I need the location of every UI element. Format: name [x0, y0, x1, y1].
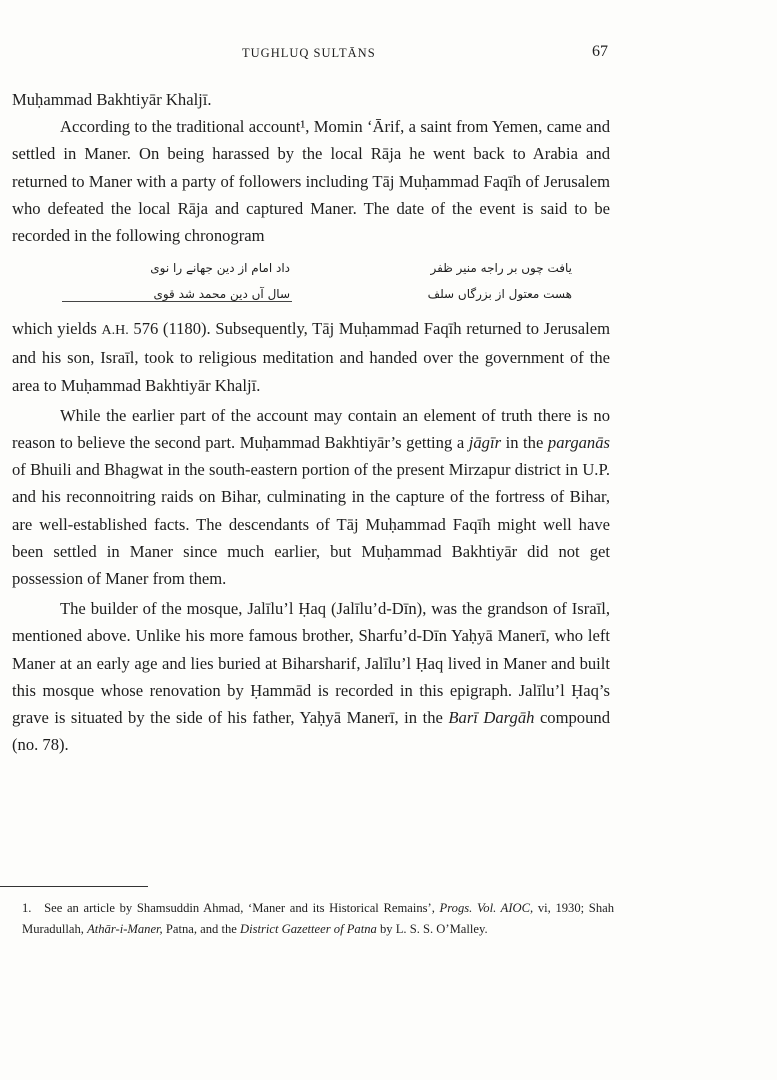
running-header — [0, 43, 777, 66]
fn-progs: Progs. Vol. AIOC, — [439, 901, 534, 915]
footnote-number: 1. — [22, 901, 32, 915]
ah-abbreviation: A.H. — [101, 323, 129, 339]
paragraph-opening: Muḥammad Bakhtiyār Khaljī. — [12, 90, 212, 109]
body-text — [12, 86, 610, 758]
p3-text-a: While the earlier part of the account may contain an element of truth there is no reason to believe the second part. Muḥammad Bakhtiyār’s getting a — [12, 405, 610, 453]
fn-athar: Athār-i-Maner, — [87, 922, 163, 936]
page-number: 67 — [592, 43, 608, 60]
chronogram-left-line-1: داد امام از دین جهانے را نوی — [150, 261, 290, 276]
fn-gazetteer: District Gazetteer of Patna — [240, 922, 377, 936]
chronogram — [12, 251, 610, 309]
fn-text-a: See an article by Shamsuddin Ahmad, ‘Maner and its Historical Remains’, — [44, 901, 435, 915]
chronogram-right-line-2: هست معتول از بزرگاں سلف — [427, 287, 572, 302]
term-parganas: parganās — [547, 433, 610, 453]
chronogram-underline — [62, 301, 292, 302]
paragraph-traditional-account: According to the traditional account¹, Momin ‘Ārif, a saint from Yemen, came and settled in Maner. On being harassed by the local Rāja he went back to Arabia and returned to Maner with a party of followers including Tāj Muḥammad Faqīh of Jerusalem who defeated the local Rāja and captured Maner. The date of the event is said to be recorded in the following chronogram — [12, 117, 610, 246]
footnote-rule — [0, 886, 148, 887]
term-jagir: jāgīr — [468, 433, 502, 453]
chronogram-right-line-1: یافت چوں بر راجه منیر ظفر — [430, 261, 572, 276]
p4-text-b: compound (no. 78). — [12, 708, 610, 755]
fn-text-d: by L. S. S. O’Malley. — [379, 922, 488, 936]
fn-text-b: vi, 1930; Shah Muradullah, — [22, 901, 614, 936]
p2-rest: 576 (1180). Subsequently, Tāj Muḥammad Faqīh returned to Jerusalem and his son, Israīl, took to religious meditation and handed over the government of the area to Muḥammad Bakhtiyār Khaljī. — [12, 319, 611, 395]
p4-text-a: The builder of the mosque, Jalīlu’l Ḥaq (Jalīlu’d-Dīn), was the grandson of Israīl, mentioned above. Unlike his more famous brother, Sharfu’d-Dīn Yaḥyā Manerī, who left Maner at an early age and lies buried at Biharsharif, Jalīlu’l Ḥaq lived in Maner and built this mosque whose renovation by Ḥammād is recorded in this epigraph. Jalīlu’l Ḥaq’s grave is situated by the side of his father, Yaḥyā Manerī, in the — [12, 599, 610, 728]
fn-text-c: Patna, and the — [165, 922, 237, 936]
paragraph-earlier-part — [12, 402, 610, 592]
p3-text-c: of Bhuili and Bhagwat in the south-eastern portion of the present Mirzapur district in U.P. and his reconnoitring raids on Bihar, culminating in the capture of the fortress of Bihar, are well-established facts. The descendants of Tāj Muḥammad Faqīh might well have been settled in Maner since much earlier, but Muḥammad Bakhtiyār did not get possession of Maner from them. — [12, 460, 610, 589]
running-title: TUGHLUQ SULTĀNS — [242, 46, 376, 60]
term-bari-dargah: Barī Dargāh — [448, 708, 535, 728]
chronogram-left-line-2: سال آں دین محمد شد قوی — [153, 287, 290, 302]
p3-text-b: in the — [505, 433, 544, 453]
footnote — [22, 898, 614, 940]
p2-prefix: which yields — [12, 319, 97, 339]
paragraph-chronogram-result — [12, 315, 610, 399]
paragraph-builder — [12, 595, 610, 758]
